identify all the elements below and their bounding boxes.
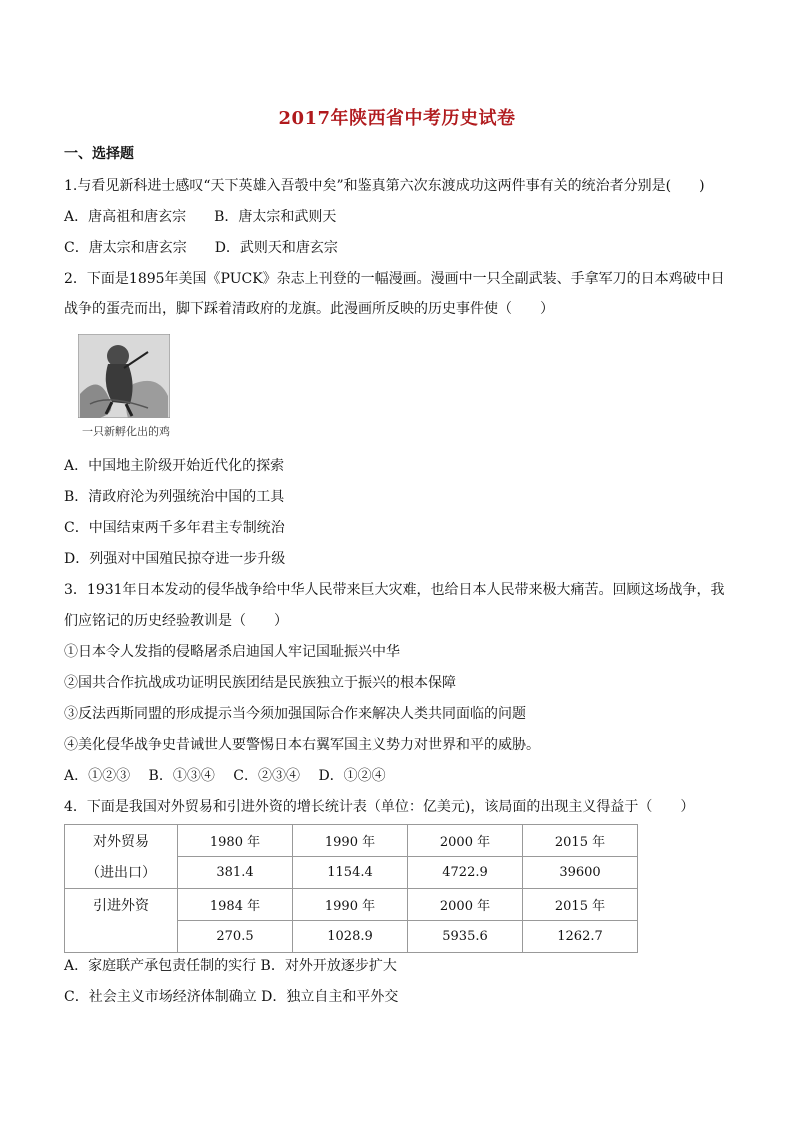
table-cell: 381.4 [178, 857, 293, 889]
table-cell: 2000 年 [408, 889, 523, 921]
puck-cartoon-image [78, 334, 170, 442]
row-header-empty [65, 921, 178, 953]
table-cell: 1980 年 [178, 825, 293, 857]
table-cell: 2000 年 [408, 825, 523, 857]
q2-option-a: A．中国地主阶级开始近代化的探索 [64, 458, 285, 474]
table-cell: 270.5 [178, 921, 293, 953]
q1-options-cd: C．唐太宗和唐玄宗 D．武则天和唐玄宗 [64, 240, 338, 256]
table-cell: 1154.4 [293, 857, 408, 889]
q3-statement-2: ②国共合作抗战成功证明民族团结是民族独立于振兴的根本保障 [64, 675, 456, 691]
table-cell: 2015 年 [523, 825, 638, 857]
table-cell: 39600 [523, 857, 638, 889]
q3-stem-line2: 们应铭记的历史经验教训是（ ） [64, 613, 288, 629]
table-cell: 1990 年 [293, 825, 408, 857]
table-row [65, 889, 638, 921]
q4-stem: 4．下面是我国对外贸易和引进外资的增长统计表（单位：亿美元)，该局面的出现主义得益于（ ） [64, 799, 695, 815]
row-header-trade-sub: （进出口） [65, 857, 178, 889]
cartoon-drawing [78, 334, 170, 442]
q2-stem-line2: 战争的蛋壳而出，脚下踩着清政府的龙旗。此漫画所反映的历史事件使（ ） [64, 301, 554, 317]
table-cell: 1990 年 [293, 889, 408, 921]
q1-options-ab: A．唐高祖和唐玄宗 B．唐太宗和武则天 [64, 209, 337, 225]
table-cell: 4722.9 [408, 857, 523, 889]
table-cell: 1984 年 [178, 889, 293, 921]
q1-stem: 1.与看见新科进士感叹“天下英雄入吾彀中矣”和鉴真第六次东渡成功这两件事有关的统治者分别是( ) [64, 178, 705, 194]
q3-options: A．①②③ B．①③④ C．②③④ D．①②④ [64, 768, 386, 784]
row-header-trade: 对外贸易 [65, 825, 178, 857]
table-cell: 1028.9 [293, 921, 408, 953]
table-cell: 1262.7 [523, 921, 638, 953]
table-row [65, 825, 638, 857]
trade-investment-table [64, 824, 638, 953]
table-cell: 5935.6 [408, 921, 523, 953]
table-row [65, 921, 638, 953]
cartoon-caption: 一只新孵化出的鸡 [82, 425, 170, 438]
table-row [65, 857, 638, 889]
q2-option-c: C．中国结束两千多年君主专制统治 [64, 520, 285, 536]
table-cell: 2015 年 [523, 889, 638, 921]
q2-option-b: B．清政府沦为列强统治中国的工具 [64, 489, 285, 505]
q2-option-d: D．列强对中国殖民掠夺进一步升级 [64, 551, 286, 567]
q3-statement-3: ③反法西斯同盟的形成提示当今须加强国际合作来解决人类共同面临的问题 [64, 706, 526, 722]
q4-options-ab: A．家庭联产承包责任制的实行 B．对外开放逐步扩大 [64, 958, 397, 974]
row-header-fdi: 引进外资 [65, 889, 178, 921]
q3-stem-line1: 3．1931年日本发动的侵华战争给中华人民带来巨大灾难，也给日本人民带来极大痛苦。回顾这场战争，我 [64, 582, 725, 598]
q4-options-cd: C．社会主义市场经济体制确立 D．独立自主和平外交 [64, 989, 399, 1005]
q3-statement-1: ①日本令人发指的侵略屠杀启迪国人牢记国耻振兴中华 [64, 644, 400, 660]
q2-stem-line1: 2．下面是1895年美国《PUCK》杂志上刊登的一幅漫画。漫画中一只全副武装、手拿军刀的日本鸡破中日 [64, 271, 725, 287]
section-heading: 一、选择题 [64, 146, 134, 162]
q3-statement-4: ④美化侵华战争史昔诫世人要警惕日本右翼军国主义势力对世界和平的威胁。 [64, 737, 540, 753]
page-title: 2017年陕西省中考历史试卷 [278, 108, 516, 129]
